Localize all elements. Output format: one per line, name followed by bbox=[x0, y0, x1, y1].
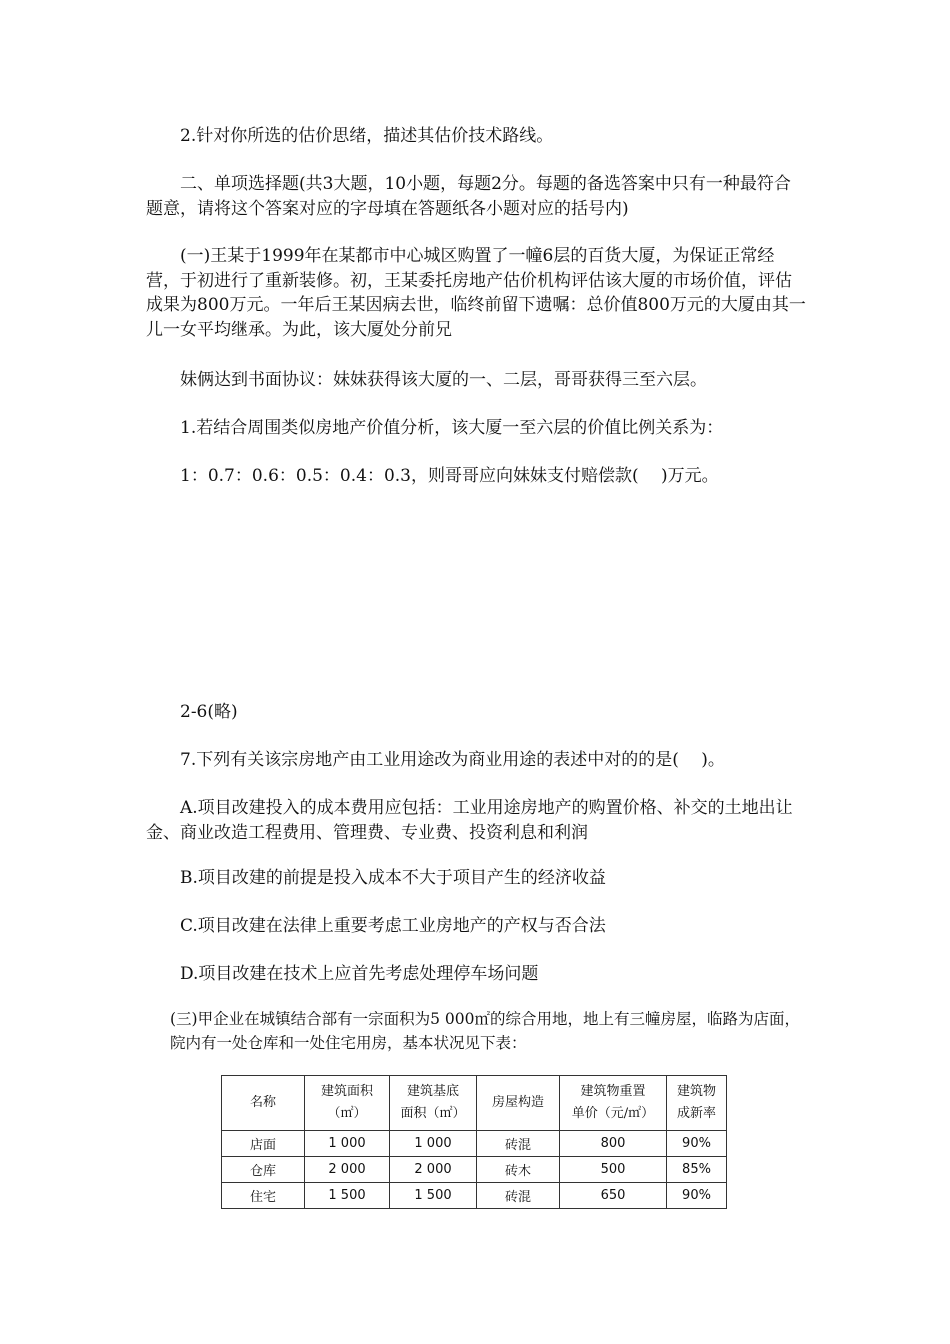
case-1-paragraph: (一)王某于1999年在某都市中心城区购置了一幢6层的百货大厦，为保证正常经营，于初进行了重新装修。初，王某委托房地产估价机构评估该大厦的市场价值，评估成果为800万元。一年后王某因病去世，临终前留下遗嘱：总价值800万元的大厦由其一儿一女平均继承。为此，该大厦处分前兄 bbox=[146, 246, 806, 340]
table-cell: 90% bbox=[667, 1183, 727, 1209]
question-1-paragraph: 1.若结合周围类似房地产价值分析，该大厦一至六层的价值比例关系为： bbox=[180, 418, 724, 438]
table-cell: 1 500 bbox=[305, 1183, 390, 1209]
table-cell: 650 bbox=[560, 1183, 667, 1209]
option-c: C.项目改建在法律上重要考虑工业房地产的产权与否合法 bbox=[180, 916, 606, 936]
table-row bbox=[222, 1131, 727, 1157]
building-info-table bbox=[221, 1075, 727, 1209]
table-cell: 砖混 bbox=[477, 1131, 560, 1157]
header-floor-area: 建筑面积 （㎡） bbox=[305, 1076, 390, 1131]
table-row bbox=[222, 1157, 727, 1183]
option-d: D.项目改建在技术上应首先考虑处理停车场问题 bbox=[180, 964, 539, 984]
header-newness-rate: 建筑物 成新率 bbox=[667, 1076, 727, 1131]
table-cell: 1 500 bbox=[390, 1183, 477, 1209]
table-cell: 2 000 bbox=[305, 1157, 390, 1183]
section-2-instructions: 二、单项选择题(共3大题，10小题，每题2分。每题的备选答案中只有一种最符合题意，请将这个答案对应的字母填在答题纸各小题对应的括号内) bbox=[146, 174, 791, 219]
table-header-row bbox=[222, 1076, 727, 1131]
table-cell: 2 000 bbox=[390, 1157, 477, 1183]
table-cell: 店面 bbox=[222, 1131, 305, 1157]
case-3-paragraph bbox=[170, 1007, 810, 1055]
questions-2-6-note: 2-6(略) bbox=[180, 702, 238, 722]
table-cell: 1 000 bbox=[390, 1131, 477, 1157]
agreement-paragraph: 妹俩达到书面协议：妹妹获得该大厦的一、二层，哥哥获得三至六层。 bbox=[180, 370, 707, 390]
table-cell: 85% bbox=[667, 1157, 727, 1183]
header-structure: 房屋构造 bbox=[477, 1076, 560, 1131]
table-cell: 90% bbox=[667, 1131, 727, 1157]
case-3-text: (三)甲企业在城镇结合部有一宗面积为5 000㎡的综合用地，地上有三幢房屋，临路为店面，院内有一处仓库和一处住宅用房，基本状况见下表： bbox=[170, 1010, 800, 1052]
table-cell: 砖木 bbox=[477, 1157, 560, 1183]
table-cell: 800 bbox=[560, 1131, 667, 1157]
table-cell: 住宅 bbox=[222, 1183, 305, 1209]
table-cell: 仓库 bbox=[222, 1157, 305, 1183]
table-cell: 1 000 bbox=[305, 1131, 390, 1157]
table-cell: 500 bbox=[560, 1157, 667, 1183]
header-replacement-cost: 建筑物重置 单价（元/㎡） bbox=[560, 1076, 667, 1131]
question-2-paragraph: 2.针对你所选的估价思绪，描述其估价技术路线。 bbox=[180, 126, 554, 146]
ratio-paragraph: 1：0.7：0.6：0.5：0.4：0.3，则哥哥应向妹妹支付赔偿款( )万元。 bbox=[180, 466, 719, 486]
table-cell: 砖混 bbox=[477, 1183, 560, 1209]
table-row bbox=[222, 1183, 727, 1209]
option-a: A.项目改建投入的成本费用应包括：工业用途房地产的购置价格、补交的土地出让金、商业改造工程费用、管理费、专业费、投资利息和利润 bbox=[146, 798, 793, 843]
question-7-paragraph: 7.下列有关该宗房地产由工业用途改为商业用途的表述中对的的是( )。 bbox=[180, 750, 725, 770]
header-base-area: 建筑基底 面积（㎡） bbox=[390, 1076, 477, 1131]
header-name: 名称 bbox=[222, 1076, 305, 1131]
option-b: B.项目改建的前提是投入成本不大于项目产生的经济收益 bbox=[180, 868, 606, 888]
